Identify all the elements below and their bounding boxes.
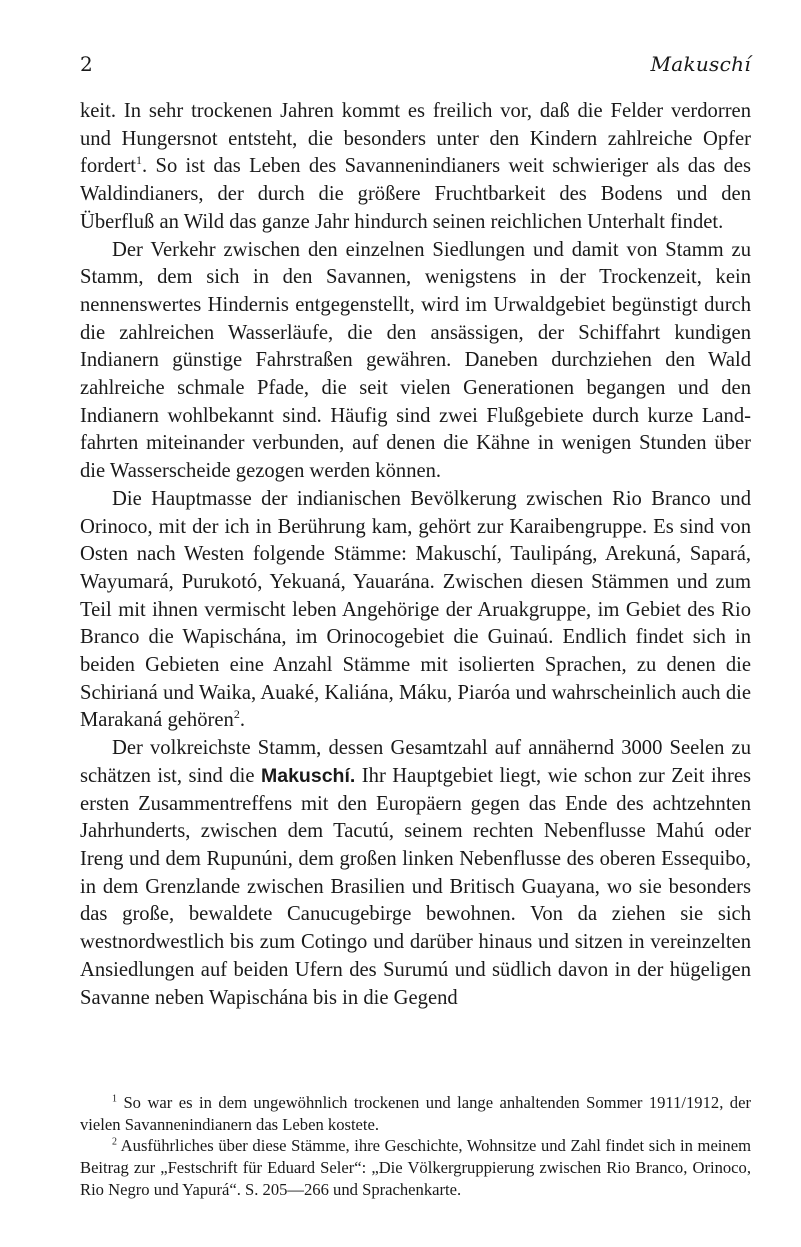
paragraph-3-text: Die Hauptmasse der indianischen Bevölkerung zwischen Rio Branco und Orinoco, mit der ich in Berührung kam, gehört zur Karaibengruppe. Es sind von Osten nach Westen folgende Stämme: Makuschí, Taulipáng, Arekuná, Sapará, Wayumará, Purukotó, Yekuaná, Yauarána. Zwischen diesen Stämmen und zum Teil mit ihnen vermischt leben Angehörige der Aruakgruppe, im Gebiet des Rio Branco die Wapischána, im Orinocogebiet die Guinaú. Endlich findet sich in beiden Gebieten eine Anzahl Stämme mit isolierten Sprachen, zu denen die Schirianá und Waika, Auaké, Kaliána, Máku, Piaróa und wahrscheinlich auch die Marakaná gehören bbox=[80, 487, 751, 732]
footnote-1-text: So war es in dem ungewöhnlich trockenen und lange anhaltenden Sommer 1911/1912, der vielen Savannenindianern das Leben kostete. bbox=[80, 1093, 751, 1134]
paragraph-3-continuation: . bbox=[239, 709, 245, 732]
footnote-ref-1: 1 bbox=[136, 153, 143, 168]
running-head: Makuschí bbox=[650, 52, 751, 76]
footnote-2-mark: 2 bbox=[112, 1136, 117, 1148]
footnote-ref-2: 2 bbox=[233, 707, 240, 722]
footnote-1 bbox=[80, 1092, 751, 1135]
paragraph-4-text-a: Der volkreichste Stamm, dessen Gesamtzahl auf annähernd 3000 Seelen zu schätzen ist, sind die bbox=[80, 737, 751, 787]
paragraph-4 bbox=[80, 735, 751, 1012]
main-text bbox=[80, 98, 751, 1012]
footnotes bbox=[80, 1092, 751, 1201]
page-number: 2 bbox=[80, 52, 94, 76]
page-header bbox=[80, 52, 751, 82]
paragraph-3 bbox=[80, 486, 751, 735]
paragraph-1 bbox=[80, 98, 751, 237]
footnote-2-text: Ausführliches über diese Stämme, ihre Geschichte, Wohnsitze und Zahl findet sich in meinem Beitrag zur „Festschrift für Eduard Seler“: „Die Völkergruppierung zwischen Rio Branco, Orinoco, Rio Negro und Yapurá“. S. 205—266 und Sprachenkarte. bbox=[80, 1136, 751, 1199]
footnote-2 bbox=[80, 1135, 751, 1200]
tribe-name-heading: Makuschí. bbox=[261, 764, 356, 787]
paragraph-4-text-b: Ihr Hauptgebiet liegt, wie schon zur Zeit ihres ersten Zusammentreffens mit den Europäern gegen das Ende des achtzehnten Jahrhunderts, zwischen dem Tacutú, seinem rechten Nebenflusse Mahú oder Ireng und dem Rupunúni, dem großen linken Nebenflusse des oberen Essequibo, in dem Grenzlande zwischen Brasilien und Britisch Guayana, wo sie besonders das große, bewaldete Canucugebirge bewohnen. Von da ziehen sie sich westnordwestlich bis zum Cotingo und darüber hinaus und sitzen in vereinzelten Ansiedlungen auf beiden Ufern des Surumú und südlich davon in der hügeligen Savanne neben Wapischána bis in die Gegend bbox=[80, 764, 751, 1009]
paragraph-1-text: keit. In sehr trockenen Jahren kommt es freilich vor, daß die Felder verdorren und Hungersnot entsteht, die besonders unter den Kindern zahlreiche Opfer fordert bbox=[80, 100, 751, 178]
paragraph-1-continuation: . So ist das Leben des Savannenindianers weit schwieriger als das des Waldindianers, der durch die größere Fruchtbarkeit des Bodens und den Überfluß an Wild das ganze Jahr hindurch seinen reichlichen Unterhalt findet. bbox=[80, 155, 751, 233]
footnote-1-mark: 1 bbox=[112, 1093, 117, 1105]
paragraph-2: Der Verkehr zwischen den einzelnen Siedlungen und damit von Stamm zu Stamm, dem sich in den Savannen, wenigstens in der Trockenzeit, kein nennenswertes Hindernis entgegenstellt, wird im Urwaldgebiet begünstigt durch die zahlreichen Wasserläufe, die den ansässigen, der Schiffahrt kundigen Indianern günstige Fahrstraßen gewähren. Daneben durchziehen den Wald zahlreiche schmale Pfade, die seit vielen Generationen begangen und den Indianern wohlbekannt sind. Häufig sind zwei Flußgebiete durch kurze Landfahrten miteinander verbunden, auf denen die Kähne in wenigen Stunden über die Wasserscheide gezogen werden können. bbox=[80, 238, 751, 483]
